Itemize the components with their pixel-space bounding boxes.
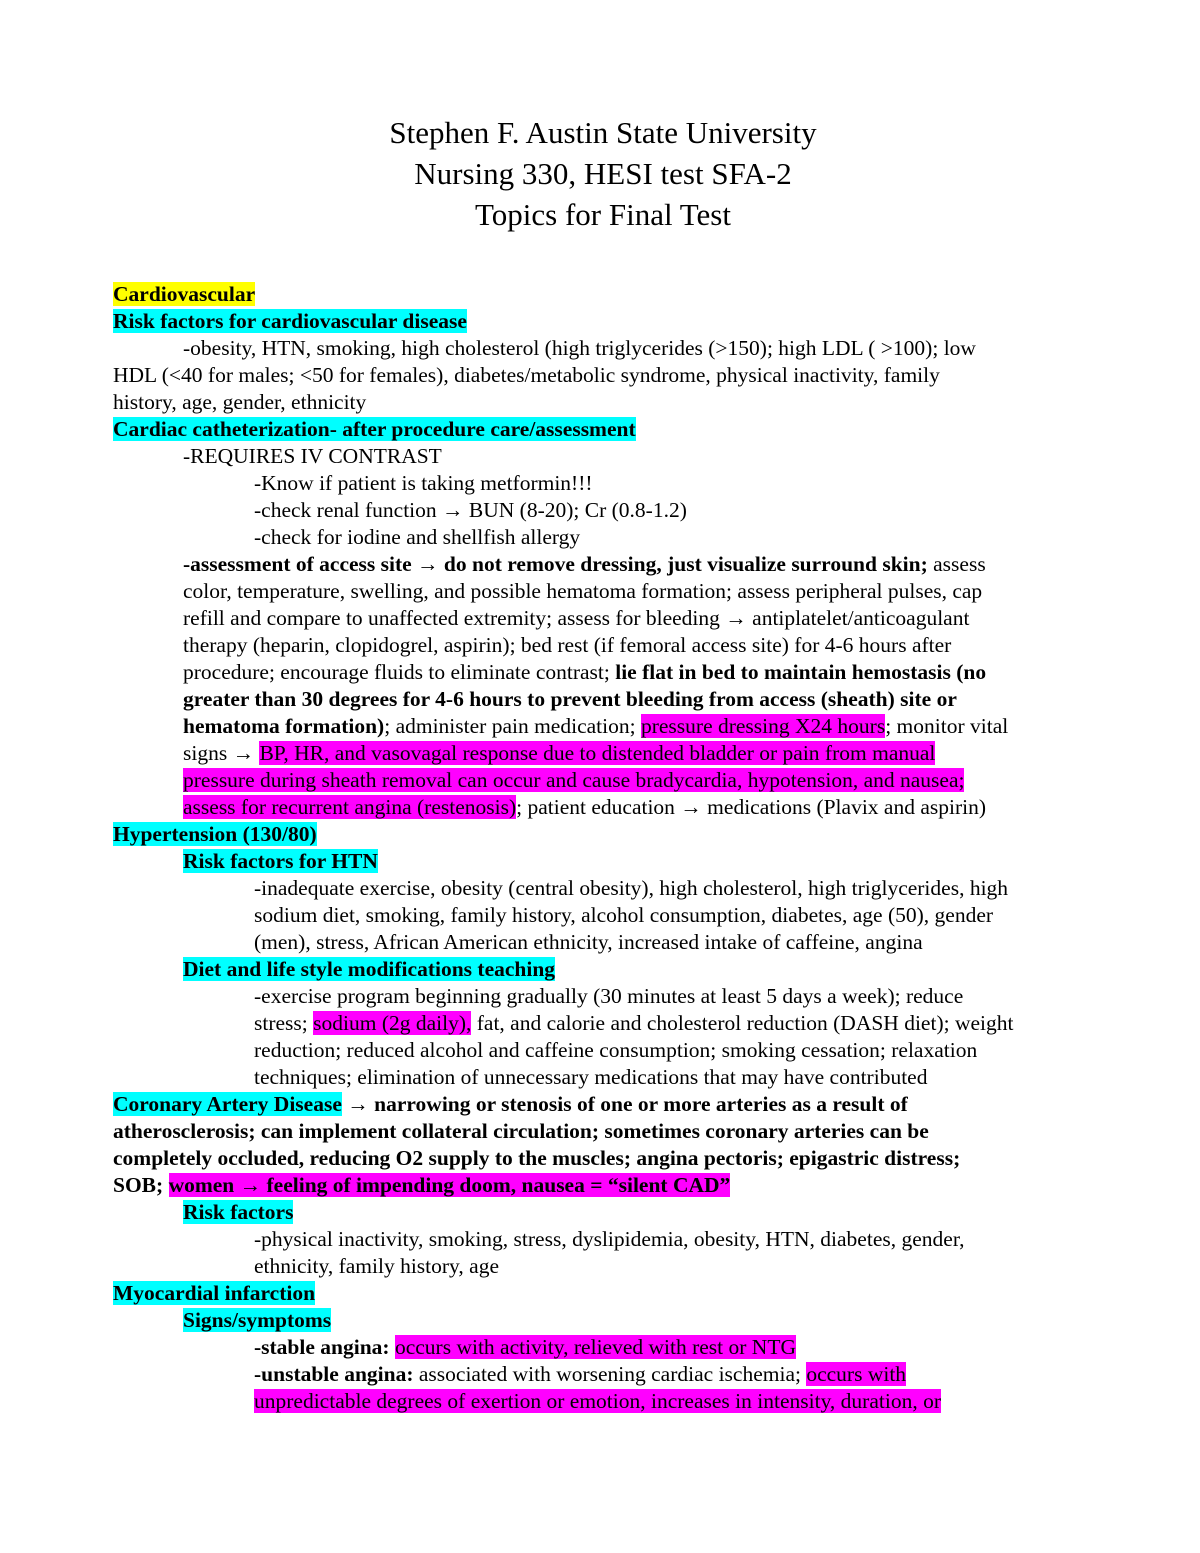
bold-span: -stable angina: — [254, 1335, 390, 1359]
text-line: -check renal function → BUN (8-20); Cr (0.8-1.2) — [254, 498, 687, 522]
text-line: techniques; elimination of unnecessary medications that may have contributed — [254, 1065, 928, 1089]
text-span: procedure; encourage fluids to eliminate contrast; — [183, 660, 616, 684]
text-span: ; monitor vital — [885, 714, 1009, 738]
title-topic: Topics for Final Test — [475, 197, 731, 232]
document-page — [113, 112, 1093, 1415]
mi-signs-paragraph — [113, 1334, 1093, 1415]
subheading-risk-factors-cad: Risk factors — [183, 1200, 294, 1224]
section-heading-cardiovascular: Cardiovascular — [113, 282, 256, 306]
subheading-risk-factors-cvd: Risk factors for cardiovascular disease — [113, 309, 467, 333]
text-line: reduction; reduced alcohol and caffeine consumption; smoking cessation; relaxation — [254, 1038, 978, 1062]
subheading-signs-symptoms: Signs/symptoms — [183, 1308, 332, 1332]
subheading-risk-factors-htn: Risk factors for HTN — [183, 849, 378, 873]
bold-line: completely occluded, reducing O2 supply to the muscles; angina pectoris; epigastric distress; — [113, 1146, 961, 1170]
text-line: -check for iodine and shellfish allergy — [254, 525, 581, 549]
text-span: stress; — [254, 1011, 314, 1035]
highlight-span: BP, HR, and vasovagal response due to distended bladder or pain from manual — [259, 741, 936, 765]
htn-risk-paragraph — [113, 875, 1093, 956]
highlight-span: unpredictable degrees of exertion or emotion, increases in intensity, duration, or — [254, 1389, 941, 1413]
bold-line: greater than 30 degrees for 4-6 hours to prevent bleeding from access (sheath) site or — [183, 687, 957, 711]
text-line: -obesity, HTN, smoking, high cholesterol (high triglycerides (>150); high LDL ( >100); low — [183, 336, 976, 360]
title-course: Nursing 330, HESI test SFA-2 — [414, 156, 792, 191]
highlight-span: women → feeling of impending doom, nausea = “silent CAD” — [168, 1173, 731, 1197]
text-line: -inadequate exercise, obesity (central obesity), high cholesterol, high triglycerides, high — [254, 876, 1009, 900]
text-span: assess — [927, 552, 986, 576]
bold-span: hematoma formation) — [183, 714, 385, 738]
cath-care-paragraph — [113, 551, 1093, 821]
highlight-span: pressure dressing X24 hours — [640, 714, 886, 738]
text-span: fat, and calorie and cholesterol reduction (DASH diet); weight — [471, 1011, 1014, 1035]
text-line: sodium diet, smoking, family history, alcohol consumption, diabetes, age (50), gender — [254, 903, 994, 927]
text-line: color, temperature, swelling, and possible hematoma formation; assess peripheral pulses, cap — [183, 579, 983, 603]
text-line: ethnicity, family history, age — [254, 1254, 499, 1278]
bold-span: SOB; — [113, 1173, 169, 1197]
text-line: (men), stress, African American ethnicity, increased intake of caffeine, angina — [254, 930, 923, 954]
highlight-span: occurs with — [806, 1362, 907, 1386]
diet-paragraph — [113, 983, 1093, 1091]
text-line: therapy (heparin, clopidogrel, aspirin); bed rest (if femoral access site) for 4-6 hours after — [183, 633, 952, 657]
text-line: -exercise program beginning gradually (30 minutes at least 5 days a week); reduce — [254, 984, 964, 1008]
title-university: Stephen F. Austin State University — [389, 115, 817, 150]
bold-span: lie flat in bed to maintain hemostasis (no — [615, 660, 987, 684]
text-line: -Know if patient is taking metformin!!! — [254, 471, 593, 495]
text-span: associated with worsening cardiac ischemia; — [413, 1362, 807, 1386]
text-line: -REQUIRES IV CONTRAST — [183, 444, 442, 468]
text-span: ; patient education → medications (Plavix and aspirin) — [516, 795, 987, 819]
text-span: signs → — [183, 741, 260, 765]
text-line: refill and compare to unaffected extremity; assess for bleeding → antiplatelet/anticoagulant — [183, 606, 970, 630]
highlight-span: pressure during sheath removal can occur and cause bradycardia, hypotension, and nausea; — [183, 768, 965, 792]
highlight-span: sodium (2g daily), — [313, 1011, 472, 1035]
document-title — [113, 112, 1093, 235]
text-line: history, age, gender, ethnicity — [113, 390, 367, 414]
subheading-cad: Coronary Artery Disease — [113, 1092, 342, 1116]
bold-span: → narrowing or stenosis of one or more arteries as a result of — [341, 1092, 908, 1116]
access-site-bold: -assessment of access site → do not remove dressing, just visualize surround skin; — [183, 552, 928, 576]
subheading-cardiac-cath: Cardiac catheterization- after procedure care/assessment — [113, 417, 636, 441]
subheading-diet-lifestyle: Diet and life style modifications teaching — [183, 957, 556, 981]
cad-risk-paragraph — [113, 1226, 1093, 1280]
subheading-mi: Myocardial infarction — [113, 1281, 316, 1305]
highlight-span: assess for recurrent angina (restenosis) — [183, 795, 517, 819]
bold-line: atherosclerosis; can implement collateral circulation; sometimes coronary arteries can be — [113, 1119, 929, 1143]
subheading-hypertension: Hypertension (130/80) — [113, 822, 317, 846]
text-line: HDL (<40 for males; <50 for females), diabetes/metabolic syndrome, physical inactivity, family — [113, 363, 940, 387]
text-span: ; administer pain medication; — [384, 714, 641, 738]
highlight-span: occurs with activity, relieved with rest or NTG — [394, 1335, 796, 1359]
text-line: -physical inactivity, smoking, stress, dyslipidemia, obesity, HTN, diabetes, gender, — [254, 1227, 965, 1251]
bold-span: -unstable angina: — [254, 1362, 414, 1386]
